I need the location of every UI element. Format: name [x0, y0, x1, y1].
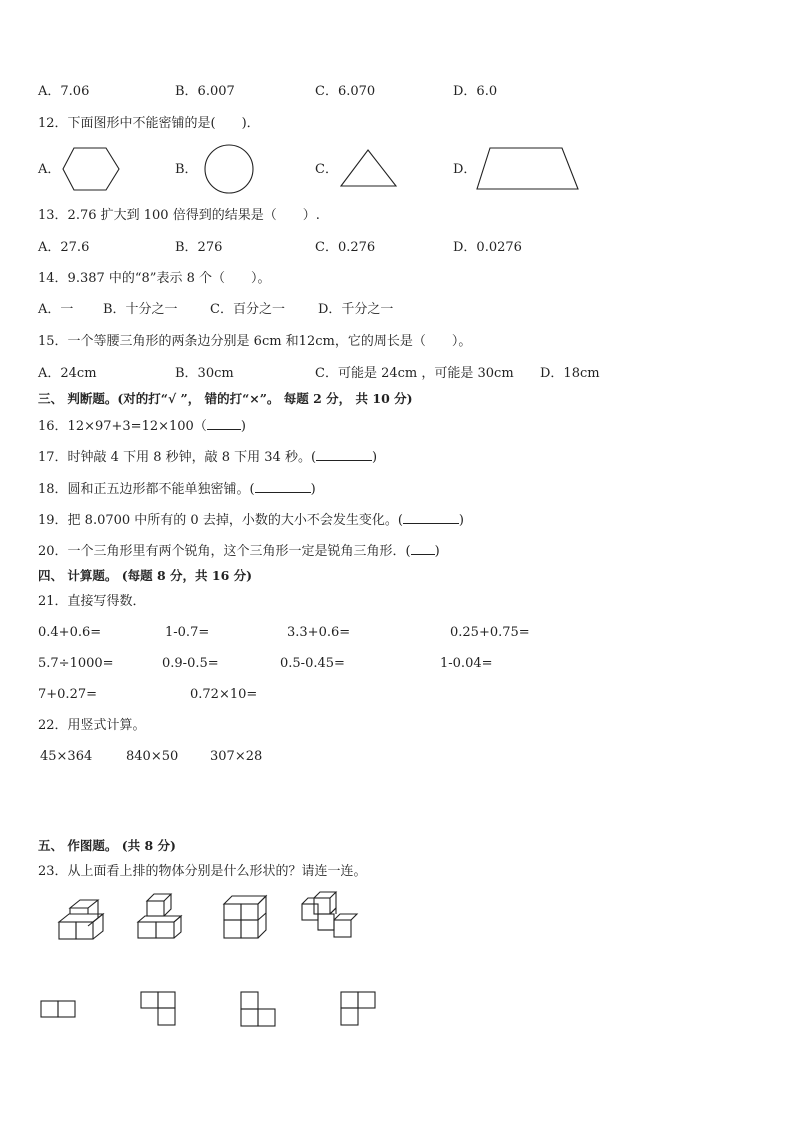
top-view-4[interactable] — [340, 990, 378, 1028]
q12-option-b-label[interactable]: B． — [175, 162, 198, 177]
calc-item[interactable]: 0.4+0.6= — [38, 625, 102, 640]
vertical-calc-item[interactable]: 307×28 — [210, 749, 263, 764]
q14-option-b[interactable]: B．十分之一 — [103, 302, 178, 317]
q14-option-d[interactable]: D．千分之一 — [318, 302, 394, 317]
q22-stem: 22．用竖式计算。 — [38, 718, 146, 733]
q15-option-b[interactable]: B．30cm — [175, 366, 234, 381]
q12-stem: 12．下面图形中不能密铺的是( )． — [38, 116, 260, 131]
circle-shape — [204, 144, 256, 196]
judgment-17: 17．时钟敲 4 下用 8 秒钟，敲 8 下用 34 秒。( ) — [38, 450, 378, 465]
judgment-20: 20．一个三角形里有两个锐角，这个三角形一定是锐角三角形．( ) — [38, 544, 440, 559]
answer-blank-16[interactable] — [207, 417, 241, 430]
trapezoid-shape — [476, 146, 580, 192]
q13-option-a[interactable]: A．27.6 — [38, 240, 90, 255]
q11-option-d[interactable]: D．6.0 — [453, 84, 498, 99]
q13-stem: 13．2.76 扩大到 100 倍得到的结果是（ ）. — [38, 208, 320, 223]
section-4-heading: 四、 计算题。 (每题 8 分，共 16 分) — [38, 568, 253, 583]
q14-stem: 14．9.387 中的“8”表示 8 个（ ）。 — [38, 271, 271, 286]
calc-item[interactable]: 5.7÷1000= — [38, 656, 114, 671]
cube-stack-4[interactable] — [300, 890, 356, 944]
q15-option-a[interactable]: A．24cm — [38, 366, 97, 381]
judgment-16: 16．12×97+3=12×100（ ) — [38, 419, 246, 434]
q23-stem: 23．从上面看上排的物体分别是什么形状的？请连一连。 — [38, 864, 367, 879]
q21-stem: 21．直接写得数． — [38, 594, 146, 609]
section-3-heading: 三、 判断题。(对的打“√ ”， 错的打“×”。 每题 2 分， 共 10 分) — [38, 391, 413, 406]
calc-item[interactable]: 0.5-0.45= — [280, 656, 345, 671]
q13-option-d[interactable]: D．0.0276 — [453, 240, 522, 255]
q12-option-c-label[interactable]: C． — [315, 162, 338, 177]
calc-item[interactable]: 7+0.27= — [38, 687, 98, 702]
triangle-shape — [340, 148, 400, 190]
q12-option-d-label[interactable]: D． — [453, 162, 477, 177]
q13-option-b[interactable]: B．276 — [175, 240, 223, 255]
vertical-calc-item[interactable]: 45×364 — [40, 749, 93, 764]
cube-stack-1[interactable] — [56, 896, 106, 942]
q11-option-a[interactable]: A．7.06 — [38, 84, 90, 99]
answer-blank-18[interactable] — [255, 480, 311, 493]
q13-option-c[interactable]: C．0.276 — [315, 240, 376, 255]
calc-item[interactable]: 3.3+0.6= — [287, 625, 351, 640]
calc-item[interactable]: 1-0.04= — [440, 656, 493, 671]
top-view-1[interactable] — [40, 998, 78, 1022]
calc-item[interactable]: 0.25+0.75= — [450, 625, 530, 640]
calc-item[interactable]: 1-0.7= — [165, 625, 210, 640]
hexagon-shape — [62, 146, 122, 194]
q12-option-a-label[interactable]: A． — [38, 162, 61, 177]
q14-option-a[interactable]: A．一 — [38, 302, 74, 317]
cube-stack-2[interactable] — [136, 892, 190, 944]
top-view-3[interactable] — [240, 990, 278, 1028]
q15-option-d[interactable]: D．18cm — [540, 366, 600, 381]
answer-blank-20[interactable] — [411, 542, 435, 555]
judgment-18: 18．圆和正五边形都不能单独密铺。( ) — [38, 482, 316, 497]
cube-stack-3[interactable] — [220, 894, 270, 942]
calc-item[interactable]: 0.72×10= — [190, 687, 258, 702]
vertical-calc-item[interactable]: 840×50 — [126, 749, 179, 764]
calc-item[interactable]: 0.9-0.5= — [162, 656, 219, 671]
q11-option-c[interactable]: C．6.070 — [315, 84, 376, 99]
answer-blank-17[interactable] — [316, 448, 372, 461]
q15-option-c[interactable]: C．可能是 24cm ，可能是 30cm — [315, 366, 514, 381]
judgment-19: 19．把 8.0700 中所有的 0 去掉，小数的大小不会发生变化。( ) — [38, 513, 464, 528]
top-view-2[interactable] — [140, 990, 178, 1028]
q14-option-c[interactable]: C．百分之一 — [210, 302, 285, 317]
q15-stem: 15．一个等腰三角形的两条边分别是 6cm 和12cm，它的周长是（ ）。 — [38, 334, 472, 349]
answer-blank-19[interactable] — [403, 511, 459, 524]
q11-option-b[interactable]: B．6.007 — [175, 84, 235, 99]
section-5-heading: 五、 作图题。 (共 8 分) — [38, 838, 176, 853]
